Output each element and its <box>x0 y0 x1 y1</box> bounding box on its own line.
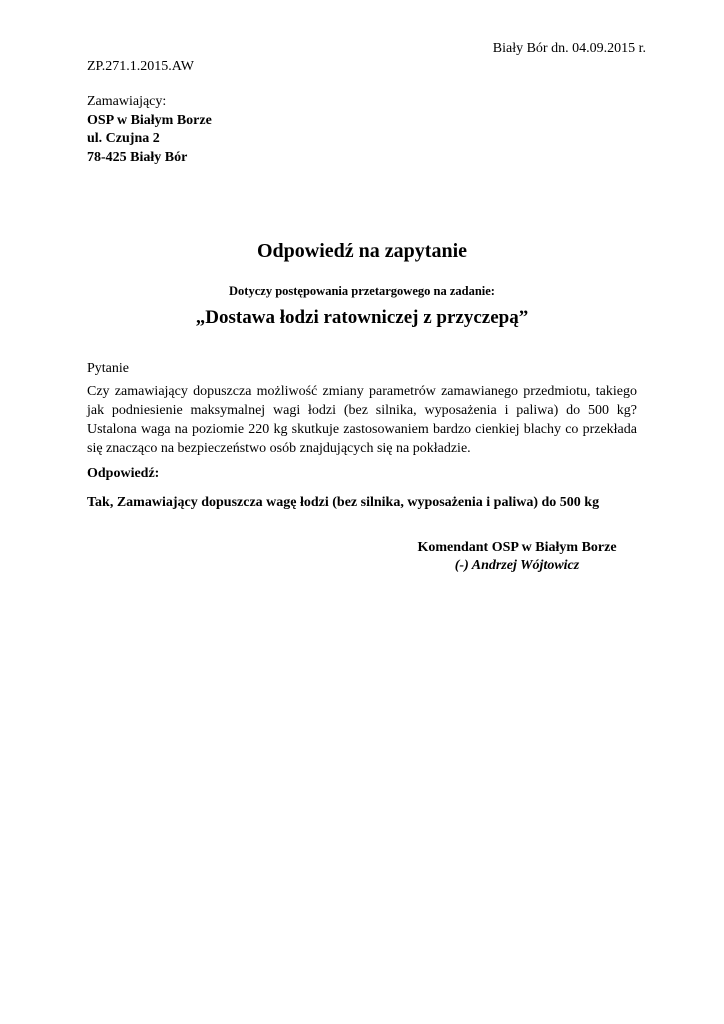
signatory-name: (-) Andrzej Wójtowicz <box>454 558 580 573</box>
question-answer-section <box>87 359 637 512</box>
orderer-city: 78-425 Biały Bór <box>87 149 188 165</box>
signatory-title: Komendant OSP w Białym Borze <box>417 540 617 555</box>
orderer-label: Zamawiający: <box>87 94 167 109</box>
orderer-name: OSP w Białym Borze <box>87 112 212 128</box>
signature-block <box>400 539 634 575</box>
tender-subject: „Dostawa łodzi ratowniczej z przyczepą” <box>195 307 529 328</box>
reference-number: ZP.271.1.2015.AW <box>87 59 194 74</box>
answer-text: Tak, Zamawiający dopuszcza wagę łodzi (bez silnika, wyposażenia i paliwa) do 500 kg <box>87 495 600 510</box>
concerns-line: Dotyczy postępowania przetargowego na zadanie: <box>229 284 495 298</box>
question-label: Pytanie <box>87 361 129 376</box>
place-and-date: Biały Bór dn. 04.09.2015 r. <box>492 41 646 56</box>
answer-label: Odpowiedź: <box>87 466 160 481</box>
document-title: Odpowiedź na zapytanie <box>256 240 468 262</box>
orderer-block <box>87 93 212 167</box>
orderer-street: ul. Czujna 2 <box>87 131 160 146</box>
question-text: Czy zamawiający dopuszcza możliwość zmiany parametrów zamawianego przedmiotu, takiego jak podniesienie maksymalnej wagi łodzi (bez silnika, wyposażenia i paliwa) do 500 kg? Ustalona waga na poziomie 220 kg skutkuje zastosowaniem bardzo cienkiej blachy co przekłada się znacząco na bezpieczeństwo osób znajdujących się na pokładzie. <box>87 384 637 456</box>
